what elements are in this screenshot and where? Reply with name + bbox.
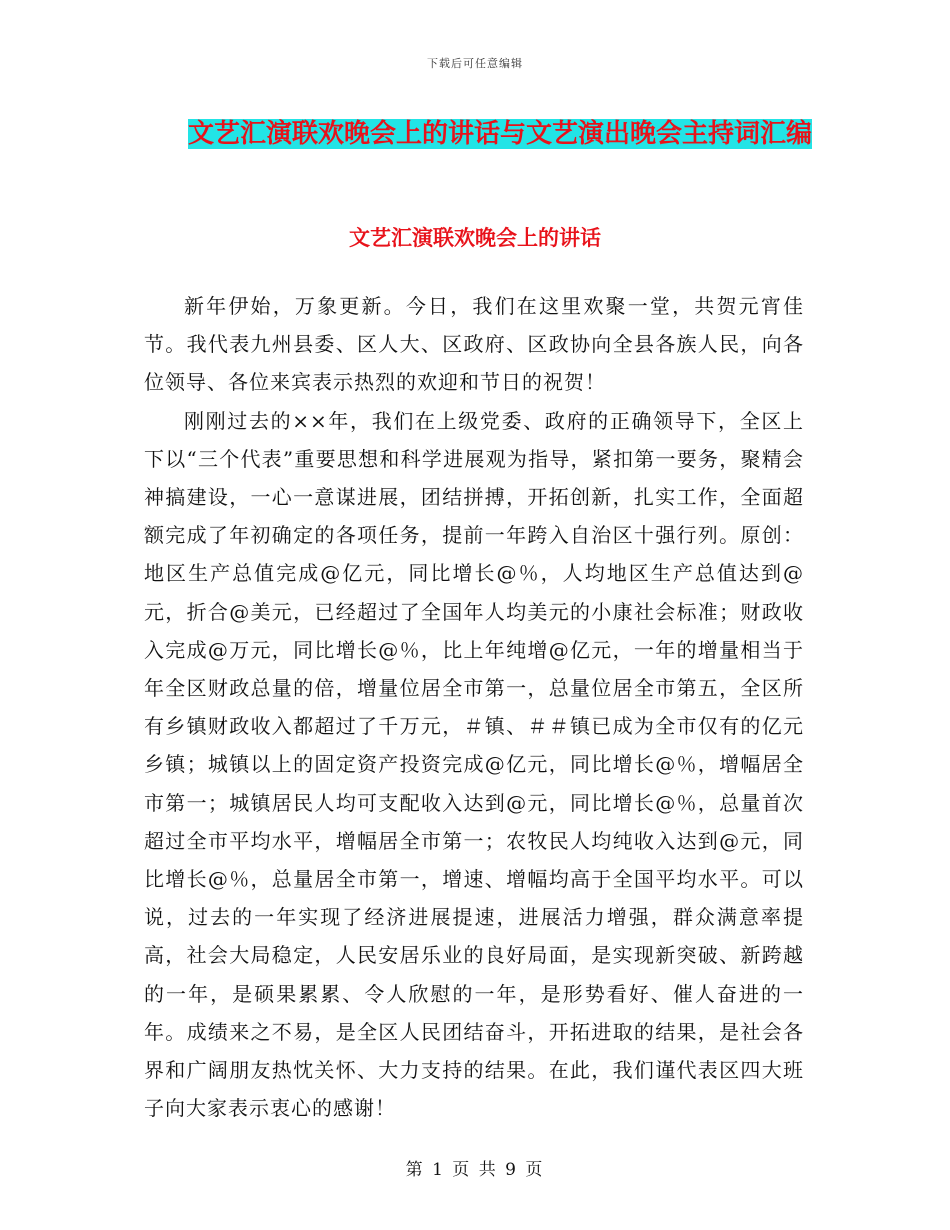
header-note: 下载后可任意编辑: [427, 57, 523, 70]
page-indicator: 第 1 页 共 9 页: [405, 1160, 545, 1180]
document-title: [150, 110, 850, 158]
paragraph: 刚刚过去的××年，我们在上级党委、政府的正确领导下，全区上下以“三个代表”重要思想和科学进展观为指导，紧扣第一要务，聚精会神搞建设，一心一意谋进展，团结拼搏，开拓创新，扎实工作，全面超额完成了年初确定的各项任务，提前一年跨入自治区十强行列。原创：地区生产总值完成@亿元，同比增长@％，人均地区生产总值达到@元，折合@美元，已经超过了全国年人均美元的小康社会标准；财政收入完成@万元，同比增长@％，比上年纯增@亿元，一年的增量相当于年全区财政总量的倍，增量位居全市第一，总量位居全市第五，全区所有乡镇财政收入都超过了千万元，＃镇、＃＃镇已成为全市仅有的亿元乡镇；城镇以上的固定资产投资完成@亿元，同比增长@％，增幅居全市第一；城镇居民人均可支配收入达到@元，同比增长@％，总量首次超过全市平均水平，增幅居全市第一；农牧民人均纯收入达到@元，同比增长@％，总量居全市第一，增速、增幅均高于全国平均水平。可以说，过去的一年实现了经济进展提速，进展活力增强，群众满意率提高，社会大局稳定，人民安居乐业的良好局面，是实现新突破、新跨越的一年，是硕果累累、令人欣慰的一年，是形势看好、催人奋进的一年。成绩来之不易，是全区人民团结奋斗，开拓进取的结果，是社会各界和广阔朋友热忱关怀、大力支持的结果。在此，我们谨代表区四大班子向大家表示衷心的感谢！: [144, 408, 804, 1121]
paragraph: 新年伊始，万象更新。今日，我们在这里欢聚一堂，共贺元宵佳节。我代表九州县委、区人大、区政府、区政协向全县各族人民，向各位领导、各位来宾表示热烈的欢迎和节日的祝贺！: [144, 294, 804, 395]
document-title-text: 文艺汇演联欢晚会上的讲话与文艺演出晚会主持词汇编: [187, 119, 812, 149]
section-title: 文艺汇演联欢晚会上的讲话: [349, 225, 601, 250]
body-text: [144, 287, 804, 1127]
